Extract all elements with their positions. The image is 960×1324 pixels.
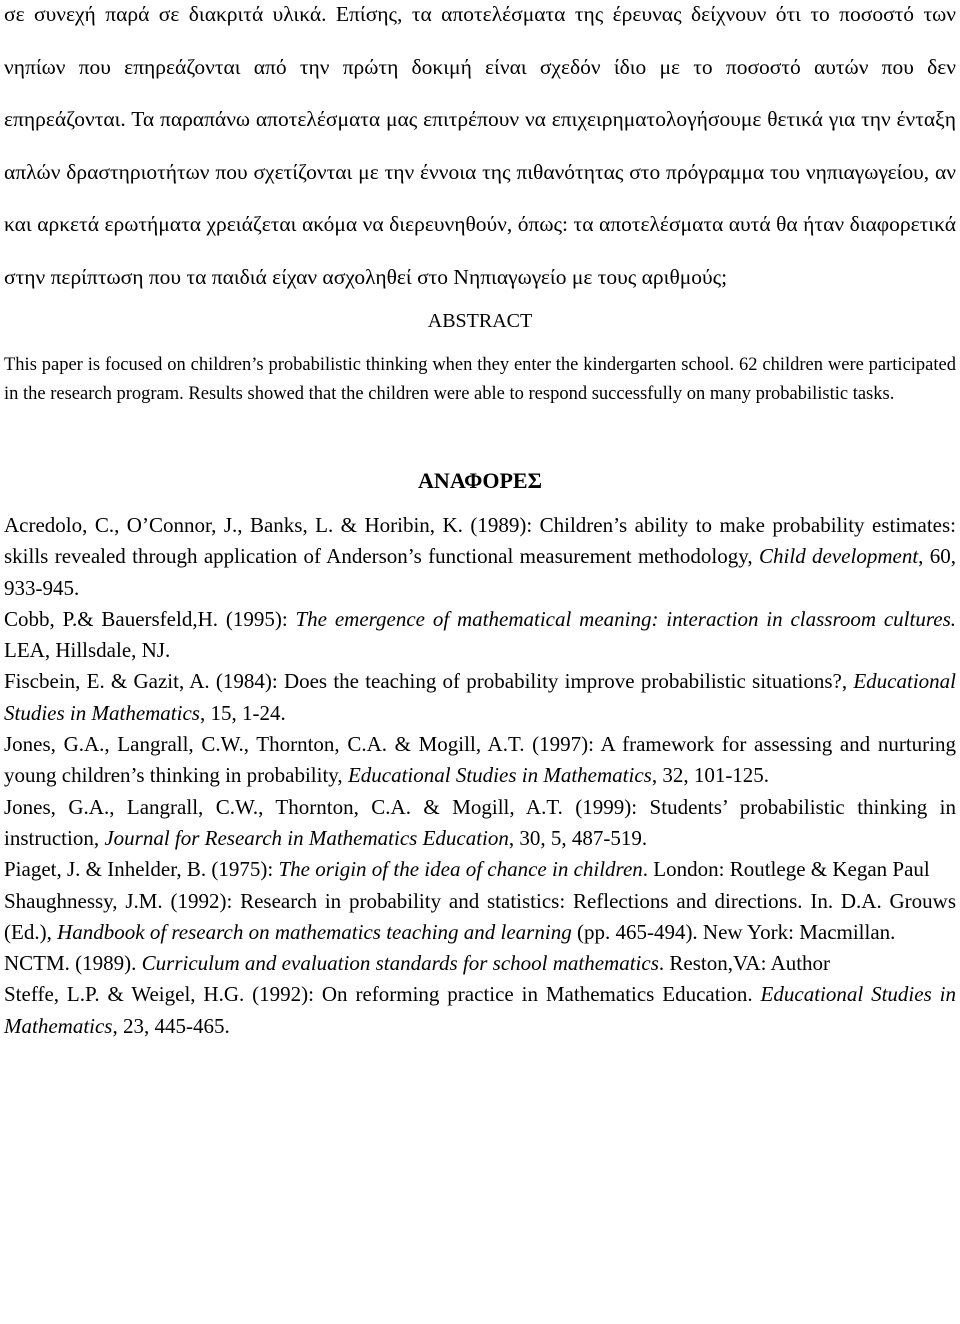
reference-item: Fiscbein, E. & Gazit, A. (1984): Does the teaching of probability improve probabilistic situations?, Educational Studies in Mathematics, 15, 1-24. [4,669,956,725]
abstract-body: This paper is focused on children’s probabilistic thinking when they enter the kindergarten school. 62 children were participated in the research program. Results showed that the children were able to respond successfully on many probabilistic tasks. [4,355,956,404]
abstract-section [4,307,956,408]
references-section [4,466,956,1042]
reference-item: Cobb, P.& Bauersfeld,H. (1995): The emergence of mathematical meaning: interaction in classroom cultures. LEA, Hillsdale, NJ. [4,606,956,663]
reference-item: Piaget, J. & Inhelder, B. (1975): The origin of the idea of chance in children. London: Routlege & Kegan Paul [4,857,930,882]
references-heading: ΑΝΑΦΟΡΕΣ [418,468,542,493]
intro-paragraph: σε συνεχή παρά σε διακριτά υλικά. Επίσης, τα αποτελέσματα της έρευνας δείχνουν ότι το ποσοστό των νηπίων που επηρεάζονται από την πρώτη δοκιμή είναι σχεδόν ίδιο με το ποσοστό αυτών που δεν επηρεάζονται. Τα παραπάνω αποτελέσματα μας επιτρέπουν να επιχειρηματολογήσουμε θετικά για την ένταξη απλών δραστηριοτήτων που σχετίζονται με την έννοια της πιθανότητας στο πρόγραμμα του νηπιαγωγείου, αν και αρκετά ερωτήματα χρειάζεται ακόμα να διερευνηθούν, όπως: τα αποτελέσματα αυτά θα ήταν διαφορετικά στην περίπτωση που τα παιδιά είχαν ασχοληθεί στο Νηπιαγωγείο με τους αριθμούς; [4,2,956,289]
reference-item: Steffe, L.P. & Weigel, H.G. (1992): On reforming practice in Mathematics Education. Educational Studies in Mathematics, 23, 445-465. [4,982,956,1038]
abstract-heading: ABSTRACT [427,310,533,332]
reference-item: Shaughnessy, J.M. (1992): Research in probability and statistics: Reflections and directions. In. D.A. Grouws (Ed.), Handbook of research on mathematics teaching and learning (pp. 465-494). New York: Macmillan. [4,888,956,944]
reference-item: Jones, G.A., Langrall, C.W., Thornton, C.A. & Mogill, A.T. (1999): Students’ probabilistic thinking in instruction, Journal for Research in Mathematics Education, 30, 5, 487-519. [4,794,956,850]
reference-item: Acredolo, C., O’Connor, J., Banks, L. & Horibin, K. (1989): Children’s ability to make probability estimates: skills revealed through application of Anderson’s functional measurement methodology, Child development, 60, 933-945. [4,513,957,600]
references-list [4,510,956,1042]
reference-item: Jones, G.A., Langrall, C.W., Thornton, C.A. & Mogill, A.T. (1997): A framework for assessing and nurturing young children’s thinking in probability, Educational Studies in Mathematics, 32, 101-125. [4,732,956,788]
reference-item: NCTM. (1989). Curriculum and evaluation standards for school mathematics. Reston,VA: Author [4,951,831,976]
